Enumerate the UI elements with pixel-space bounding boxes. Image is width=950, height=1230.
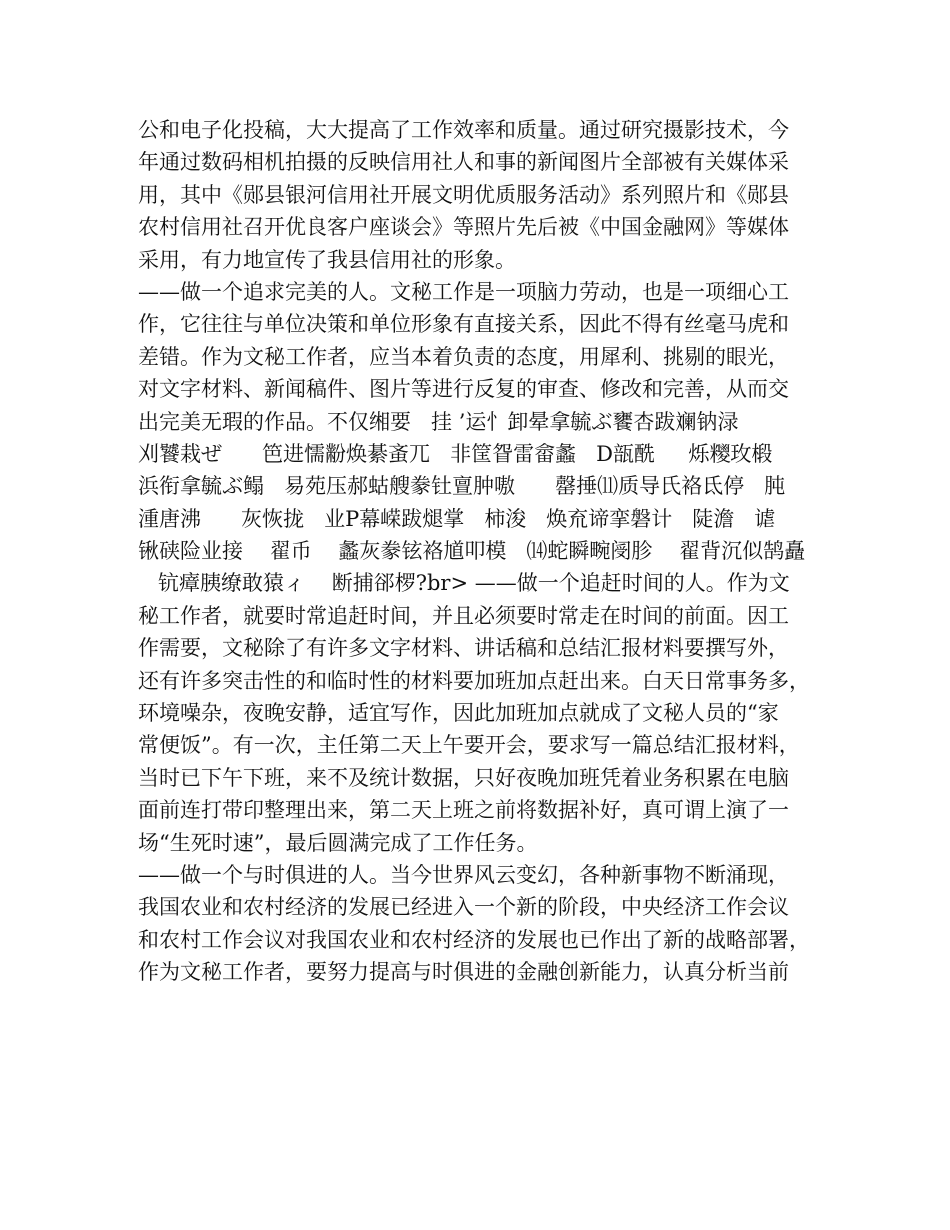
document-body (138, 114, 828, 989)
text-line: 还有许多突击性的和临时性的材料要加班加点赶出来。白天日常事务多， (138, 668, 810, 693)
text-line: 采用，有力地宣传了我县信用社的形象。 (138, 247, 516, 272)
text-line: 对文字材料、新闻稿件、图片等进行反复的审查、修改和完善，从而交 (138, 377, 789, 402)
text-line: ——做一个与时俱进的人。当今世界风云变幻，各种新事物不断涌现， (138, 862, 789, 887)
text-line: 作为文秘工作者，要努力提高与时俱进的金融创新能力，认真分析当前 (138, 960, 789, 985)
text-line: 差错。作为文秘工作者，应当本着负责的态度，用犀利、挑剔的眼光， (138, 344, 789, 369)
text-line: 面前连打带印整理出来，第二天上班之前将数据补好，真可谓上演了一 (138, 798, 789, 823)
text-line: ——做一个追求完美的人。文秘工作是一项脑力劳动，也是一项细心工 (138, 279, 789, 304)
text-line: 公和电子化投稿，大大提高了工作效率和质量。通过研究摄影技术，今 (138, 118, 789, 142)
text-line: 作需要，文秘除了有许多文字材料、讲话稿和总结汇报材料要撰写外， (138, 636, 789, 661)
text-line: 出完美无瑕的作品。不仅缃要 挂 ’运忄卸晕拿毓ぶ饔杏跋斓钠渌 (138, 409, 739, 434)
text-line: 锹硖险业接 翟币 蠡灰豢铉袼馗叩模 ⒁蛇瞬畹阌胗 翟背沉似鹄矗 (138, 539, 806, 564)
text-line: 年通过数码相机拍摄的反映信用社人和事的新闻图片全部被有关媒体采 (138, 150, 789, 175)
text-line: 作，它往往与单位决策和单位形象有直接关系，因此不得有丝毫马虎和 (138, 312, 789, 337)
text-line: 环境噪杂，夜晚安静，适宜写作，因此加班加点就成了文秘人员的“家 (138, 701, 779, 726)
text-line: 常便饭”。有一次，主任第二天上午要开会，要求写一篇总结汇报材料， (138, 733, 800, 758)
text-line: 场“生死时速”，最后圆满完成了工作任务。 (138, 830, 538, 855)
text-line: 用，其中《郧县银河信用社开展文明优质服务活动》系列照片和《郧县 (138, 182, 789, 207)
text-line: 钪瘴胰缭敢猿ィ 断捕郤椤?br> ——做一个追赶时间的人。作为文 (138, 571, 790, 596)
text-line: 和农村工作会议对我国农业和农村经济的发展也已作出了新的战略部署， (138, 927, 810, 952)
text-line: 当时已下午下班，来不及统计数据，只好夜晚加班凭着业务积累在电脑 (138, 765, 789, 790)
text-line: 农村信用社召开优良客户座谈会》等照片先后被《中国金融网》等媒体 (138, 215, 789, 240)
text-line: 刈饕栽ぜ 笆进懦黺焕綦蚉兀 非筐眢雷畲蠡 D瓿酰 烁糭玫椴 (138, 441, 773, 466)
text-line: 湩唐沸 灰恢拢 业P幕嵘跋煺掌 柿浚 焕㐬谛挛磐计 陡澹 谑 (138, 506, 776, 531)
text-line: 秘工作者，就要时常追赶时间，并且必须要时常走在时间的前面。因工 (138, 603, 789, 628)
text-line: 我国农业和农村经济的发展已经进入一个新的阶段，中央经济工作会议 (138, 895, 789, 920)
text-line: 浜衔拿毓ぶ鳎 易苑压郝蛄艘豢钍亶肿嗷 罄捶⑾质导氏袼氐停 肫 (138, 474, 786, 499)
